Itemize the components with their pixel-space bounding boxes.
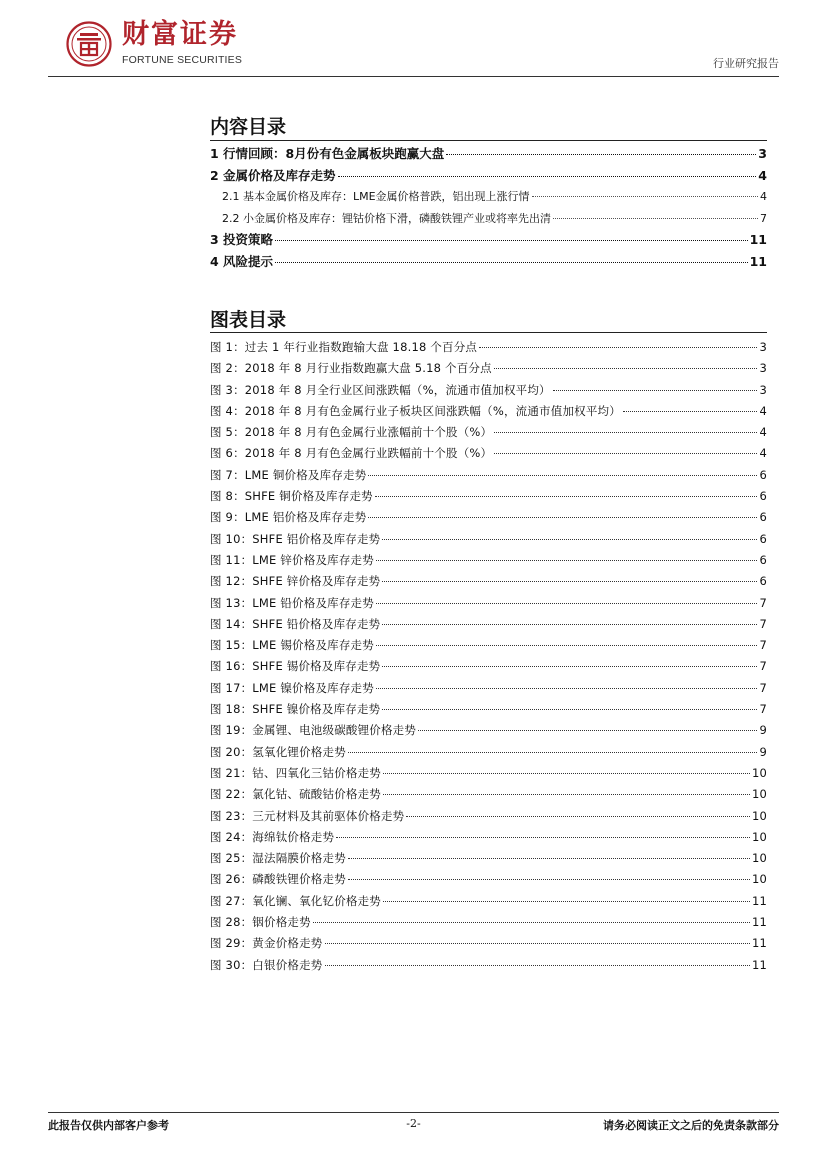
toc-entry-text: 图 14：SHFE 铅价格及库存走势 [210, 616, 381, 631]
dot-leader [532, 196, 758, 197]
dot-leader [382, 666, 757, 667]
dot-leader [325, 943, 750, 944]
dot-leader [494, 453, 757, 454]
toc-entry-page: 3 [759, 340, 767, 354]
dot-leader [406, 816, 750, 817]
toc-entry-text: 图 7：LME 铜价格及库存走势 [210, 467, 367, 482]
toc-entry[interactable] [210, 507, 767, 528]
toc-entry[interactable] [210, 401, 767, 422]
toc-entry-page: 6 [759, 531, 767, 546]
header-divider [48, 76, 779, 77]
toc-entry-text: 图 18：SHFE 镍价格及库存走势 [210, 702, 381, 717]
dot-leader [375, 496, 758, 497]
dot-leader [368, 517, 757, 518]
toc-entry[interactable] [210, 380, 767, 401]
toc-entry-text: 图 15：LME 锡价格及库存走势 [210, 638, 374, 653]
toc-entry[interactable] [210, 465, 767, 486]
dot-leader [382, 581, 757, 582]
toc-entry-page: 3 [759, 382, 767, 397]
fortune-logo-icon [66, 21, 112, 67]
toc-entry[interactable] [210, 912, 767, 933]
toc-entry-text: 图 11：LME 锌价格及库存走势 [210, 552, 374, 567]
toc-entry[interactable] [210, 955, 767, 976]
toc-entry-page: 11 [749, 232, 767, 247]
toc-entry-page: 7 [760, 211, 767, 225]
toc-entry[interactable] [210, 337, 767, 358]
dot-leader [275, 262, 748, 263]
toc-entry-page: 10 [751, 787, 767, 802]
dot-leader [348, 879, 750, 880]
toc-entry-page: 6 [759, 574, 767, 589]
dot-leader [623, 411, 758, 412]
toc-entry[interactable] [210, 486, 767, 507]
footer-disclaimer-right: 请务必阅读正文之后的免责条款部分 [603, 1119, 779, 1132]
toc-entry-page: 6 [759, 552, 767, 567]
brand-name-en: FORTUNE SECURITIES [122, 54, 243, 66]
toc-entry[interactable] [210, 550, 767, 571]
dot-leader [383, 794, 750, 795]
dot-leader [376, 560, 758, 561]
dot-leader [313, 922, 750, 923]
toc-entry[interactable] [210, 593, 767, 614]
footer-disclaimer-left: 此报告仅供内部客户参考 [48, 1119, 169, 1132]
toc-entry-page: 7 [759, 680, 767, 695]
toc-entry[interactable] [210, 571, 767, 592]
toc-entry[interactable] [210, 806, 767, 827]
toc-entry-page: 11 [751, 893, 767, 908]
toc-entry-page: 9 [759, 723, 767, 738]
toc-entry[interactable] [210, 614, 767, 635]
toc-entry[interactable] [210, 635, 767, 656]
toc-entry-page: 9 [759, 744, 767, 759]
page-header [0, 0, 827, 80]
toc-entry-text: 图 6：2018 年 8 月有色金属行业跌幅前十个股（%） [210, 446, 493, 461]
toc-entry[interactable] [210, 891, 767, 912]
toc-entry-page: 7 [759, 616, 767, 631]
toc-entry[interactable] [210, 763, 767, 784]
dot-leader [275, 240, 748, 241]
toc-entry-text: 图 28：铟价格走势 [210, 915, 311, 930]
toc-entry[interactable] [210, 678, 767, 699]
toc-entry-page: 4 [759, 446, 767, 461]
toc-entry[interactable] [210, 443, 767, 464]
toc-entry-page: 4 [759, 425, 767, 440]
dot-leader [418, 730, 757, 731]
toc-entry[interactable] [210, 208, 767, 230]
toc-entry-text: 图 4：2018 年 8 月有色金属行业子板块区间涨跌幅（%，流通市值加权平均） [210, 403, 621, 418]
dot-leader [553, 390, 758, 391]
toc-entry-page: 3 [758, 146, 767, 161]
toc-entry-page: 7 [759, 638, 767, 653]
toc-entry-page: 10 [751, 808, 767, 823]
contents-list [210, 143, 767, 272]
toc-entry-page: 10 [751, 851, 767, 866]
toc-entry-text: 图 19：金属锂、电池级碳酸锂价格走势 [210, 723, 417, 738]
toc-entry-text: 2 金属价格及库存走势 [210, 167, 336, 183]
toc-entry-text: 2.2 小金属价格及库存：锂钴价格下滑，磷酸铁锂产业或将率先出清 [222, 211, 551, 225]
toc-entry-page: 6 [759, 489, 767, 504]
dot-leader [553, 218, 758, 219]
toc-entry-page: 7 [759, 702, 767, 717]
toc-entry[interactable] [210, 827, 767, 848]
dot-leader [376, 603, 758, 604]
dot-leader [338, 176, 757, 177]
figures-title: 图表目录 [210, 309, 287, 331]
toc-entry-text: 图 17：LME 镍价格及库存走势 [210, 680, 374, 695]
dot-leader [336, 837, 750, 838]
brand-name-cn: 财富证券 [122, 19, 238, 50]
dot-leader [382, 709, 757, 710]
dot-leader [382, 624, 757, 625]
toc-entry[interactable] [210, 358, 767, 379]
toc-entry[interactable] [210, 699, 767, 720]
footer-divider [48, 1112, 779, 1113]
toc-entry[interactable] [210, 251, 767, 273]
toc-entry[interactable] [210, 720, 767, 741]
dot-leader [325, 965, 750, 966]
toc-entry[interactable] [210, 784, 767, 805]
toc-entry[interactable] [210, 848, 767, 869]
toc-entry[interactable] [210, 165, 767, 187]
toc-entry-text: 图 22：氯化钴、硫酸钴价格走势 [210, 787, 381, 802]
toc-entry-text: 图 20：氢氧化锂价格走势 [210, 744, 346, 759]
toc-entry[interactable] [210, 869, 767, 890]
figures-list [210, 337, 767, 976]
dot-leader [494, 432, 757, 433]
toc-entry[interactable] [210, 529, 767, 550]
contents-title-divider [210, 140, 767, 141]
toc-entry-text: 图 13：LME 铅价格及库存走势 [210, 595, 374, 610]
toc-entry[interactable] [210, 186, 767, 208]
figures-title-divider [210, 332, 767, 333]
dot-leader [376, 688, 758, 689]
toc-entry-text: 图 10：SHFE 铝价格及库存走势 [210, 531, 381, 546]
toc-entry-text: 图 21：钴、四氧化三钴价格走势 [210, 765, 381, 780]
dot-leader [479, 347, 757, 348]
toc-entry[interactable] [210, 229, 767, 251]
toc-entry-text: 图 24：海绵钛价格走势 [210, 829, 335, 844]
toc-entry-text: 图 30：白银价格走势 [210, 957, 323, 972]
toc-entry-text: 图 9：LME 铝价格及库存走势 [210, 510, 367, 525]
dot-leader [368, 475, 757, 476]
toc-entry-page: 11 [751, 936, 767, 951]
toc-entry-text: 图 25：湿法隔膜价格走势 [210, 851, 346, 866]
report-type-label: 行业研究报告 [713, 57, 779, 70]
toc-entry-text: 3 投资策略 [210, 232, 274, 247]
dot-leader [446, 154, 756, 155]
toc-entry-page: 11 [751, 915, 767, 930]
toc-entry-page: 4 [760, 190, 767, 203]
toc-entry-text: 图 27：氧化镧、氧化钇价格走势 [210, 893, 381, 908]
toc-entry[interactable] [210, 143, 767, 165]
toc-entry-page: 10 [751, 872, 767, 887]
toc-entry-text: 2.1 基本金属价格及库存：LME金属价格普跌，铝出现上涨行情 [222, 190, 530, 203]
toc-entry-text: 图 5：2018 年 8 月有色金属行业涨幅前十个股（%） [210, 425, 493, 440]
toc-entry-text: 图 29：黄金价格走势 [210, 936, 323, 951]
toc-entry-text: 图 3：2018 年 8 月全行业区间涨跌幅（%，流通市值加权平均） [210, 382, 551, 397]
page-number: -2- [406, 1117, 421, 1130]
toc-entry-page: 6 [759, 467, 767, 482]
contents-title: 内容目录 [210, 116, 287, 138]
dot-leader [383, 901, 750, 902]
toc-entry-text: 1 行情回顾：8月份有色金属板块跑赢大盘 [210, 146, 445, 161]
toc-entry-text: 4 风险提示 [210, 253, 274, 269]
toc-entry-text: 图 1：过去 1 年行业指数跑输大盘 18.18 个百分点 [210, 340, 478, 354]
toc-entry-text: 图 8：SHFE 铜价格及库存走势 [210, 489, 373, 504]
toc-entry-page: 10 [751, 765, 767, 780]
toc-entry-page: 4 [758, 167, 767, 183]
toc-entry-text: 图 23：三元材料及其前驱体价格走势 [210, 808, 405, 823]
toc-entry[interactable] [210, 933, 767, 954]
toc-entry-page: 6 [759, 510, 767, 525]
toc-entry-page: 4 [759, 403, 767, 418]
dot-leader [348, 752, 758, 753]
dot-leader [494, 368, 758, 369]
toc-entry-page: 11 [749, 253, 767, 269]
toc-entry-text: 图 16：SHFE 锡价格及库存走势 [210, 659, 381, 674]
toc-entry-text: 图 12：SHFE 锌价格及库存走势 [210, 574, 381, 589]
toc-entry-page: 11 [751, 957, 767, 972]
toc-entry[interactable] [210, 742, 767, 763]
toc-entry-page: 7 [759, 659, 767, 674]
toc-entry-page: 7 [759, 595, 767, 610]
toc-entry-page: 3 [759, 361, 767, 376]
toc-entry-page: 10 [751, 829, 767, 844]
dot-leader [348, 858, 750, 859]
toc-entry-text: 图 26：磷酸铁锂价格走势 [210, 872, 346, 887]
toc-entry[interactable] [210, 422, 767, 443]
dot-leader [382, 539, 757, 540]
dot-leader [376, 645, 758, 646]
toc-entry[interactable] [210, 656, 767, 677]
toc-entry-text: 图 2：2018 年 8 月行业指数跑赢大盘 5.18 个百分点 [210, 361, 492, 376]
dot-leader [383, 773, 750, 774]
